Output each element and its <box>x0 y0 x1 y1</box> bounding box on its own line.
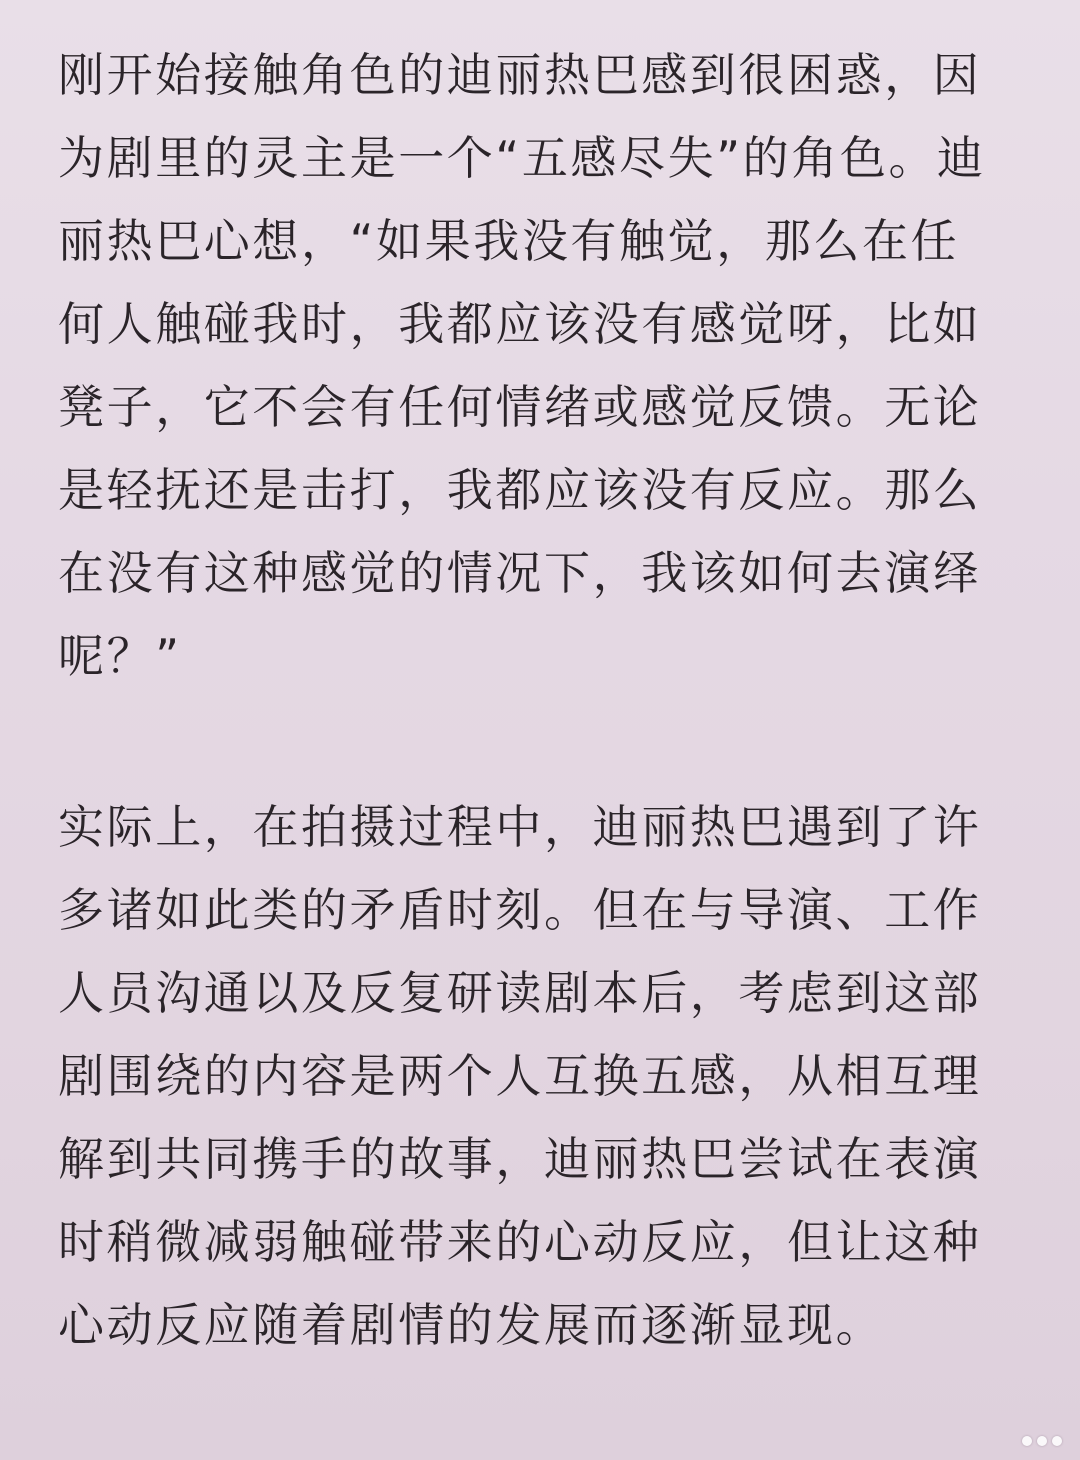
dot <box>1022 1436 1032 1446</box>
dot <box>1052 1436 1062 1446</box>
text-line: 何人触碰我时，我都应该没有感觉呀，比如 <box>58 297 982 351</box>
text-line: 是轻抚还是击打，我都应该没有反应。那么 <box>58 463 982 517</box>
dot <box>1037 1436 1047 1446</box>
text-line: 时稍微减弱触碰带来的心动反应，但让这种 <box>58 1215 982 1269</box>
paragraph-2 <box>58 786 1028 1367</box>
text-line: 为剧里的灵主是一个“五感尽失”的角色。迪 <box>58 131 986 185</box>
text-line: 人员沟通以及反复研读剧本后，考虑到这部 <box>58 966 982 1020</box>
text-line: 心动反应随着剧情的发展而逐渐显现。 <box>58 1298 885 1352</box>
text-line: 实际上，在拍摄过程中，迪丽热巴遇到了许 <box>58 800 982 854</box>
three-dots-icon <box>1022 1436 1062 1446</box>
text-line: 刚开始接触角色的迪丽热巴感到很困惑，因 <box>58 48 982 102</box>
text-line: 剧围绕的内容是两个人互换五感，从相互理 <box>58 1049 982 1103</box>
text-line: 解到共同携手的故事，迪丽热巴尝试在表演 <box>58 1132 982 1186</box>
text-line: 多诸如此类的矛盾时刻。但在与导演、工作 <box>58 883 982 937</box>
text-line: 呢？” <box>58 629 182 683</box>
text-line: 在没有这种感觉的情况下，我该如何去演绎 <box>58 546 982 600</box>
paragraph-1 <box>58 34 1028 698</box>
text-line: 丽热巴心想，“如果我没有触觉，那么在任 <box>58 214 960 268</box>
text-line: 凳子，它不会有任何情绪或感觉反馈。无论 <box>58 380 982 434</box>
